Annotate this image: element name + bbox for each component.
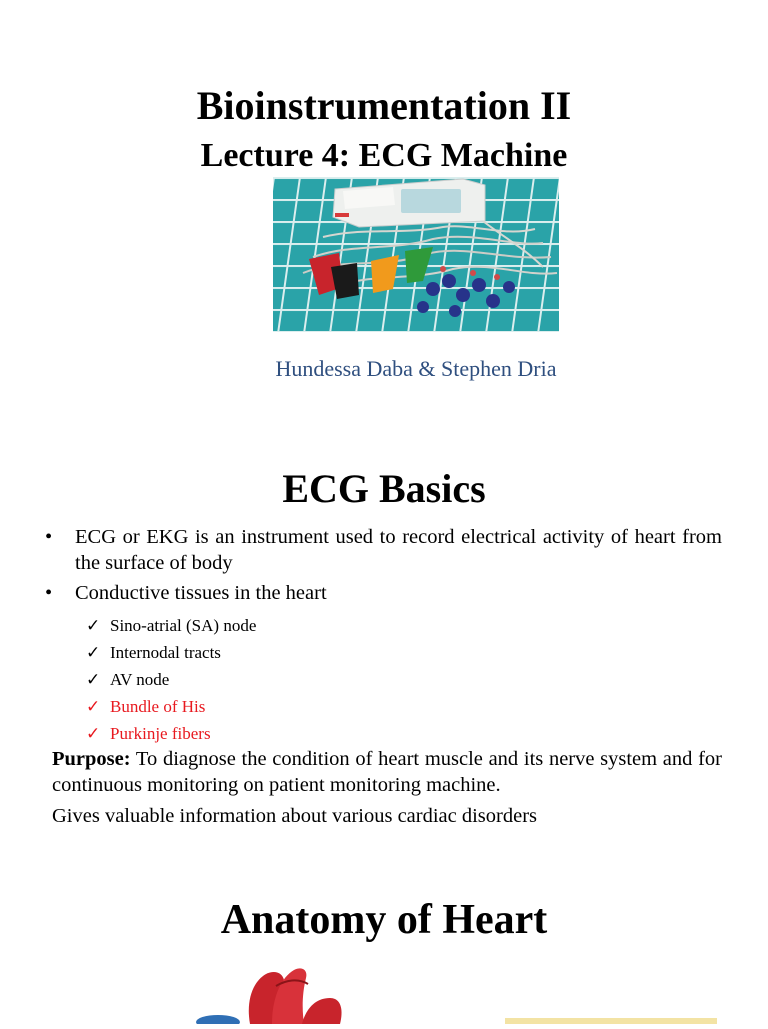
check-list — [86, 612, 256, 747]
list-item — [45, 580, 722, 606]
check-item-highlighted — [86, 693, 256, 720]
slide-title: Bioinstrumentation II — [196, 83, 572, 128]
check-item — [86, 666, 256, 693]
check-icon: ✓ — [86, 643, 101, 662]
check-item-highlighted — [86, 720, 256, 747]
heart-illustration — [190, 964, 360, 1024]
check-text: Bundle of His — [110, 697, 206, 716]
purpose-paragraph — [52, 746, 722, 798]
check-icon: ✓ — [86, 670, 101, 689]
bullet-symbol: • — [45, 582, 53, 604]
bullet-symbol: • — [45, 526, 53, 548]
list-item — [45, 524, 722, 576]
check-icon: ✓ — [86, 724, 101, 743]
check-item — [86, 612, 256, 639]
check-text: Sino-atrial (SA) node — [110, 616, 257, 635]
bullet-list — [45, 524, 722, 606]
check-text: Internodal tracts — [110, 643, 221, 662]
purpose-text: To diagnose the condition of heart muscle and its nerve system and for continuous monitoring on patient monitoring machine. — [52, 748, 722, 796]
info-paragraph: Gives valuable information about various cardiac disorders — [52, 805, 538, 827]
authors-line: Hundessa Daba & Stephen Dria — [275, 356, 557, 381]
purpose-label: Purpose: — [52, 748, 131, 770]
check-text: AV node — [110, 670, 170, 689]
check-icon: ✓ — [86, 697, 101, 716]
section-heading-anatomy: Anatomy of Heart — [220, 897, 548, 943]
ecg-machine-photo — [273, 177, 559, 332]
check-item — [86, 639, 256, 666]
bullet-text: ECG or EKG is an instrument used to record electrical activity of heart from the surface of body — [75, 526, 722, 574]
slide-subtitle: Lecture 4: ECG Machine — [200, 137, 568, 174]
section-heading-ecg-basics: ECG Basics — [282, 466, 486, 511]
check-icon: ✓ — [86, 616, 101, 635]
bullet-text: Conductive tissues in the heart — [75, 582, 327, 604]
check-text: Purkinje fibers — [110, 724, 211, 743]
yellow-callout-box — [505, 1018, 717, 1024]
